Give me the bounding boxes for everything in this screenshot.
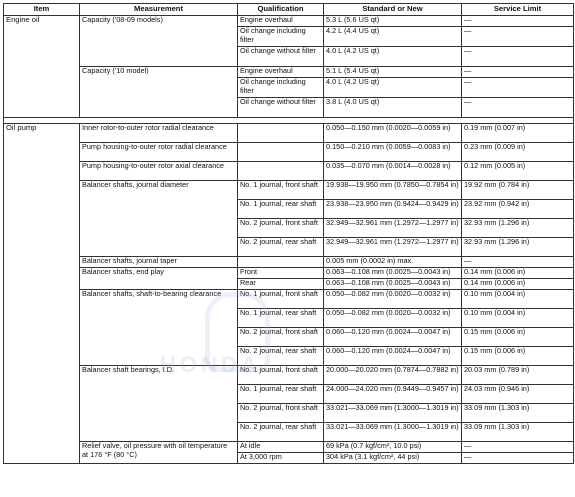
standard-cell: 0.050—0.082 mm (0.0020—0.0032 in) <box>324 290 462 309</box>
limit-cell: — <box>462 257 574 268</box>
table-row <box>4 366 574 385</box>
standard-cell: 0.050—0.150 mm (0.0020—0.0059 in) <box>324 124 462 143</box>
item-engine-oil: Engine oil <box>4 16 80 118</box>
measurement-cell: Capacity ('10 model) <box>80 67 238 118</box>
measurement-cell: Balancer shafts, journal diameter <box>80 181 238 257</box>
qualification-cell: At idle <box>238 442 324 453</box>
honda-watermark-text: HONDA <box>160 352 261 377</box>
qualification-cell: No. 1 journal, front shaft <box>238 290 324 309</box>
limit-cell: 0.10 mm (0.004 in) <box>462 309 574 328</box>
standard-cell: 0.150—0.210 mm (0.0059—0.0083 in) <box>324 143 462 162</box>
standard-cell: 0.063—0.108 mm (0.0025—0.0043 in) <box>324 279 462 290</box>
qualification-cell: No. 2 journal, rear shaft <box>238 423 324 442</box>
header-service-limit: Service Limit <box>462 4 574 16</box>
measurement-cell: Balancer shaft bearings, I.D. <box>80 366 238 442</box>
qualification-cell <box>238 143 324 162</box>
measurement-cell: Balancer shafts, shaft-to-bearing clearance <box>80 290 238 366</box>
standard-cell: 0.063—0.108 mm (0.0025—0.0043 in) <box>324 268 462 279</box>
table-row <box>4 162 574 181</box>
limit-cell: 0.19 mm (0.007 in) <box>462 124 574 143</box>
qualification-cell: No. 1 journal, rear shaft <box>238 309 324 328</box>
measurement-cell: Balancer shafts, journal taper <box>80 257 238 268</box>
limit-cell: 24.03 mm (0.946 in) <box>462 385 574 404</box>
standard-cell: 304 kPa (3.1 kgf/cm², 44 psi) <box>324 453 462 464</box>
standard-cell: 0.035—0.070 mm (0.0014—0.0028 in) <box>324 162 462 181</box>
standard-cell: 20.000—20.020 mm (0.7874—0.7882 in) <box>324 366 462 385</box>
header-measurement: Measurement <box>80 4 238 16</box>
header-standard: Standard or New <box>324 4 462 16</box>
limit-cell: — <box>462 78 574 98</box>
spec-page <box>3 3 573 495</box>
qualification-cell: No. 1 journal, rear shaft <box>238 200 324 219</box>
measurement-cell: Inner rotor-to-outer rotor radial clearance <box>80 124 238 143</box>
limit-cell: 32.93 mm (1.296 in) <box>462 238 574 257</box>
qualification-cell: Oil change without filter <box>238 47 324 67</box>
standard-cell: 33.021—33.069 mm (1.3000—1.3019 in) <box>324 404 462 423</box>
limit-cell: 0.10 mm (0.004 in) <box>462 290 574 309</box>
limit-cell: — <box>462 442 574 453</box>
standard-cell: 24.000—24.020 mm (0.9449—0.9457 in) <box>324 385 462 404</box>
standard-cell: 4.0 L (4.2 US qt) <box>324 78 462 98</box>
standard-cell: 23.938—23.950 mm (0.9424—0.9429 in) <box>324 200 462 219</box>
standard-cell: 3.8 L (4.0 US qt) <box>324 98 462 118</box>
limit-cell: 20.03 mm (0.789 in) <box>462 366 574 385</box>
header-item: Item <box>4 4 80 16</box>
standard-cell: 32.949—32.961 mm (1.2972—1.2977 in) <box>324 238 462 257</box>
limit-cell: 23.92 mm (0.942 in) <box>462 200 574 219</box>
limit-cell: — <box>462 16 574 27</box>
qualification-cell: At 3,000 rpm <box>238 453 324 464</box>
table-row <box>4 442 574 453</box>
measurement-cell: Pump housing-to-outer rotor radial clearance <box>80 143 238 162</box>
standard-cell: 5.3 L (5.6 US qt) <box>324 16 462 27</box>
limit-cell: 0.12 mm (0.005 in) <box>462 162 574 181</box>
qualification-cell: Engine overhaul <box>238 67 324 78</box>
standard-cell: 4.2 L (4.4 US qt) <box>324 27 462 47</box>
table-row <box>4 181 574 200</box>
standard-cell: 32.949—32.961 mm (1.2972—1.2977 in) <box>324 219 462 238</box>
qualification-cell: Rear <box>238 279 324 290</box>
limit-cell: — <box>462 67 574 78</box>
table-row <box>4 124 574 143</box>
limit-cell: 0.14 mm (0.006 in) <box>462 268 574 279</box>
limit-cell: — <box>462 98 574 118</box>
limit-cell: 19.92 mm (0.784 in) <box>462 181 574 200</box>
qualification-cell: Engine overhaul <box>238 16 324 27</box>
limit-cell: 0.15 mm (0.006 in) <box>462 347 574 366</box>
limit-cell: — <box>462 453 574 464</box>
qualification-cell: No. 2 journal, rear shaft <box>238 238 324 257</box>
table-row <box>4 143 574 162</box>
standard-cell: 0.005 mm (0.0002 in) max. <box>324 257 462 268</box>
table-row <box>4 268 574 279</box>
table-row <box>4 67 574 78</box>
standard-cell: 0.050—0.082 mm (0.0020—0.0032 in) <box>324 309 462 328</box>
limit-cell: 0.15 mm (0.006 in) <box>462 328 574 347</box>
limit-cell: — <box>462 27 574 47</box>
qualification-cell <box>238 124 324 143</box>
measurement-cell: Balancer shafts, end play <box>80 268 238 290</box>
limit-cell: 0.14 mm (0.006 in) <box>462 279 574 290</box>
qualification-cell: No. 2 journal, front shaft <box>238 404 324 423</box>
limit-cell: 0.23 mm (0.009 in) <box>462 143 574 162</box>
qualification-cell: Oil change including filter <box>238 27 324 47</box>
standard-cell: 5.1 L (5.4 US qt) <box>324 67 462 78</box>
standard-cell: 33.021—33.069 mm (1.3000—1.3019 in) <box>324 423 462 442</box>
header-qualification: Qualification <box>238 4 324 16</box>
qualification-cell <box>238 257 324 268</box>
qualification-cell: No. 2 journal, front shaft <box>238 328 324 347</box>
qualification-cell: No. 1 journal, front shaft <box>238 366 324 385</box>
limit-cell: 32.93 mm (1.296 in) <box>462 219 574 238</box>
table-row <box>4 257 574 268</box>
qualification-cell <box>238 162 324 181</box>
standard-cell: 0.060—0.120 mm (0.0024—0.0047 in) <box>324 328 462 347</box>
table-row <box>4 290 574 309</box>
measurement-cell: Pump housing-to-outer rotor axial clearance <box>80 162 238 181</box>
standard-cell: 0.060—0.120 mm (0.0024—0.0047 in) <box>324 347 462 366</box>
measurement-cell: Relief valve, oil pressure with oil temperature at 176 °F (80 °C) <box>80 442 238 464</box>
limit-cell: 33.09 mm (1.303 in) <box>462 423 574 442</box>
header-row <box>4 4 574 16</box>
standard-cell: 19.938—19.950 mm (0.7850—0.7854 in) <box>324 181 462 200</box>
qualification-cell: Oil change including filter <box>238 78 324 98</box>
qualification-cell: No. 1 journal, rear shaft <box>238 385 324 404</box>
qualification-cell: No. 1 journal, front shaft <box>238 181 324 200</box>
qualification-cell: No. 2 journal, rear shaft <box>238 347 324 366</box>
item-oil-pump: Oil pump <box>4 124 80 464</box>
table-row <box>4 16 574 27</box>
limit-cell: — <box>462 47 574 67</box>
qualification-cell: Oil change without filter <box>238 98 324 118</box>
measurement-cell: Capacity ('08-09 models) <box>80 16 238 67</box>
qualification-cell: Front <box>238 268 324 279</box>
specification-table <box>3 3 574 464</box>
qualification-cell: No. 2 journal, front shaft <box>238 219 324 238</box>
limit-cell: 33.09 mm (1.303 in) <box>462 404 574 423</box>
standard-cell: 4.0 L (4.2 US qt) <box>324 47 462 67</box>
standard-cell: 69 kPa (0.7 kgf/cm², 10.0 psi) <box>324 442 462 453</box>
